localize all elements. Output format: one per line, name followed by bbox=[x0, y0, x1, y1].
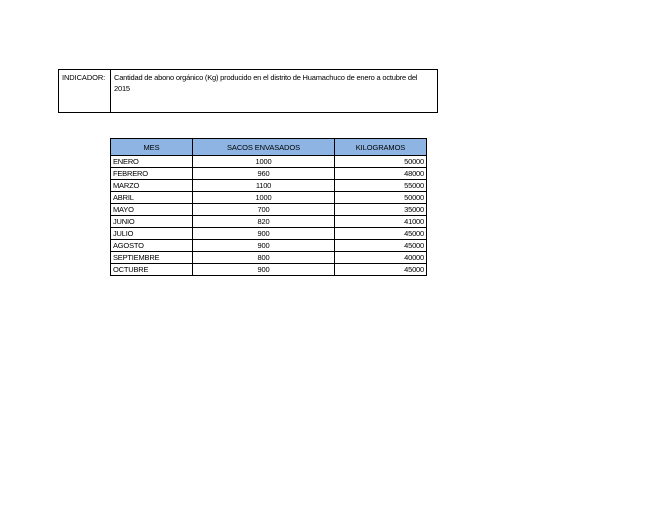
cell-mes: JULIO bbox=[111, 228, 193, 240]
table-row bbox=[111, 240, 427, 252]
table-row bbox=[111, 192, 427, 204]
cell-sacos-envasados: 800 bbox=[193, 252, 335, 264]
cell-kilogramos: 45000 bbox=[335, 264, 427, 276]
cell-kilogramos: 55000 bbox=[335, 180, 427, 192]
cell-sacos-envasados: 900 bbox=[193, 240, 335, 252]
cell-sacos-envasados: 900 bbox=[193, 264, 335, 276]
cell-kilogramos: 41000 bbox=[335, 216, 427, 228]
table-row bbox=[111, 204, 427, 216]
table-row bbox=[111, 228, 427, 240]
header-mes: MES bbox=[111, 139, 193, 156]
cell-kilogramos: 50000 bbox=[335, 156, 427, 168]
table-row bbox=[111, 252, 427, 264]
cell-sacos-envasados: 700 bbox=[193, 204, 335, 216]
cell-sacos-envasados: 1100 bbox=[193, 180, 335, 192]
cell-mes: MARZO bbox=[111, 180, 193, 192]
cell-mes: JUNIO bbox=[111, 216, 193, 228]
indicator-label: INDICADOR: bbox=[59, 70, 111, 112]
header-kilogramos: KILOGRAMOS bbox=[335, 139, 427, 156]
cell-kilogramos: 45000 bbox=[335, 228, 427, 240]
header-sacos-envasados: SACOS ENVASADOS bbox=[193, 139, 335, 156]
table-body bbox=[111, 156, 427, 276]
cell-kilogramos: 45000 bbox=[335, 240, 427, 252]
cell-mes: MAYO bbox=[111, 204, 193, 216]
cell-sacos-envasados: 820 bbox=[193, 216, 335, 228]
table-row bbox=[111, 156, 427, 168]
cell-sacos-envasados: 1000 bbox=[193, 192, 335, 204]
cell-kilogramos: 48000 bbox=[335, 168, 427, 180]
cell-sacos-envasados: 960 bbox=[193, 168, 335, 180]
cell-sacos-envasados: 900 bbox=[193, 228, 335, 240]
cell-sacos-envasados: 1000 bbox=[193, 156, 335, 168]
cell-mes: ABRIL bbox=[111, 192, 193, 204]
table-row bbox=[111, 264, 427, 276]
cell-mes: OCTUBRE bbox=[111, 264, 193, 276]
table-header-row bbox=[111, 139, 427, 156]
cell-kilogramos: 35000 bbox=[335, 204, 427, 216]
table-row bbox=[111, 168, 427, 180]
table-row bbox=[111, 180, 427, 192]
cell-mes: SEPTIEMBRE bbox=[111, 252, 193, 264]
cell-kilogramos: 50000 bbox=[335, 192, 427, 204]
data-table bbox=[110, 138, 427, 276]
cell-mes: AGOSTO bbox=[111, 240, 193, 252]
cell-kilogramos: 40000 bbox=[335, 252, 427, 264]
table-row bbox=[111, 216, 427, 228]
cell-mes: FEBRERO bbox=[111, 168, 193, 180]
cell-mes: ENERO bbox=[111, 156, 193, 168]
indicator-text: Cantidad de abono orgánico (Kg) producido en el distrito de Huamachuco de enero a octubre del 2015 bbox=[114, 73, 418, 93]
indicator-box bbox=[58, 69, 438, 113]
